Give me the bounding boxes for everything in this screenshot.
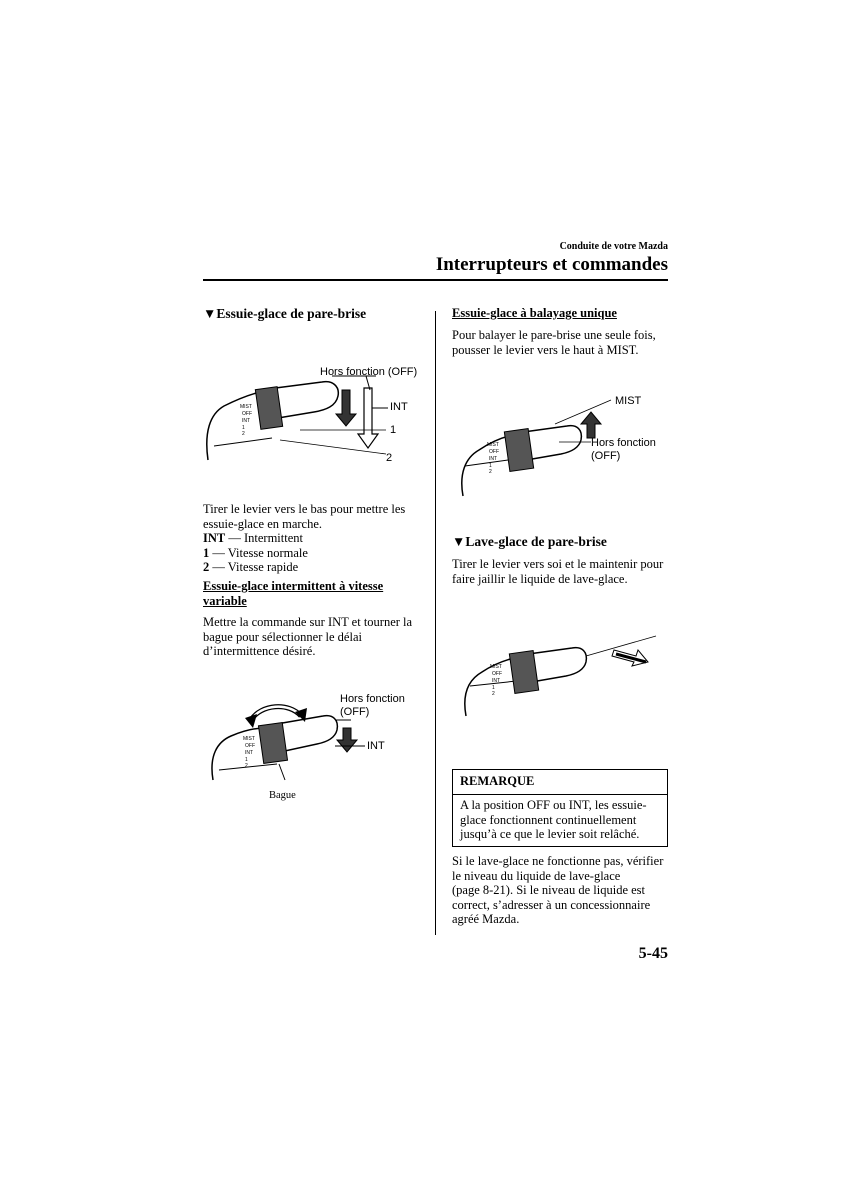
- svg-text:INT: INT: [489, 456, 498, 462]
- svg-text:INT: INT: [245, 750, 254, 756]
- label-int: INT: [390, 401, 408, 413]
- legend-1: 1 — Vitesse normale: [203, 545, 308, 560]
- legend-2: 2 — Vitesse rapide: [203, 560, 299, 574]
- washer-lever-figure: [460, 632, 665, 718]
- svg-text:OFF: OFF: [242, 411, 252, 417]
- page-title: Interrupteurs et commandes: [435, 254, 668, 275]
- washer-para: Tirer le levier vers soi et le maintenir pour faire jaillir le liquide de lave-glace.: [452, 557, 664, 586]
- washer-check-para: Si le lave-glace ne fonctionne pas, vérifier le niveau du liquide de lave-glace (page 8-21). Si le niveau de liquide est correct, s’adresser à un concessionnaire agréé Mazda.: [452, 854, 664, 926]
- label-int-fig2: INT: [367, 740, 385, 752]
- svg-text:OFF: OFF: [492, 671, 502, 677]
- svg-text:2: 2: [489, 469, 492, 475]
- running-head: Conduite de votre Mazda: [559, 241, 668, 252]
- svg-text:1: 1: [492, 685, 495, 691]
- label-off-fig3: Hors fonction (OFF): [591, 437, 656, 462]
- note-title: REMARQUE: [460, 774, 535, 788]
- svg-text:INT: INT: [242, 418, 251, 424]
- svg-text:1: 1: [242, 425, 245, 431]
- svg-text:INT: INT: [492, 678, 501, 684]
- single-sweep-para: Pour balayer le pare-brise une seule fois, pousser le levier vers le haut à MIST.: [452, 328, 656, 357]
- label-off-fig2: Hors fonction (OFF): [340, 693, 405, 718]
- section-heading-wiper: ▼Essuie-glace de pare-brise: [203, 306, 367, 321]
- label-2: 2: [386, 452, 393, 464]
- note-box: [452, 769, 668, 847]
- subheading-variable-intermittent: Essuie-glace intermittent à vitesse variable: [203, 579, 384, 608]
- section-heading-washer: ▼Lave-glace de pare-brise: [452, 534, 607, 549]
- note-text: A la position OFF ou INT, les essuie- glace fonctionnent continuellement jusqu’à ce que le levier soit relâché.: [460, 798, 647, 841]
- label-1: 1: [390, 424, 397, 436]
- wiper-instruction: Tirer le levier vers le bas pour mettre les essuie-glace en marche. INT — Intermittent 1 — Vitesse normale 2 — Vitesse rapide: [203, 502, 406, 574]
- subheading-single-sweep: Essuie-glace à balayage unique: [452, 306, 617, 320]
- page-number: 5-45: [638, 945, 668, 962]
- svg-text:2: 2: [242, 431, 245, 437]
- legend-int: INT — Intermittent: [203, 531, 303, 545]
- title-rule: [203, 279, 668, 281]
- svg-text:2: 2: [245, 763, 248, 769]
- note-title-row: [453, 770, 667, 795]
- label-mist: MIST: [615, 395, 642, 407]
- svg-text:MIST: MIST: [490, 664, 502, 670]
- label-off: Hors fonction (OFF): [320, 366, 418, 378]
- svg-text:OFF: OFF: [489, 449, 499, 455]
- svg-text:1: 1: [245, 757, 248, 763]
- variable-intermittent-para: Mettre la commande sur INT et tourner la bague pour sélectionner le délai d’intermittence désiré.: [203, 615, 413, 658]
- svg-text:1: 1: [489, 463, 492, 469]
- svg-text:2: 2: [492, 691, 495, 697]
- label-bague: Bague: [269, 790, 296, 801]
- svg-text:MIST: MIST: [487, 442, 499, 448]
- svg-text:OFF: OFF: [245, 743, 255, 749]
- svg-text:MIST: MIST: [240, 404, 252, 410]
- column-divider: [435, 311, 436, 935]
- svg-text:MIST: MIST: [243, 736, 255, 742]
